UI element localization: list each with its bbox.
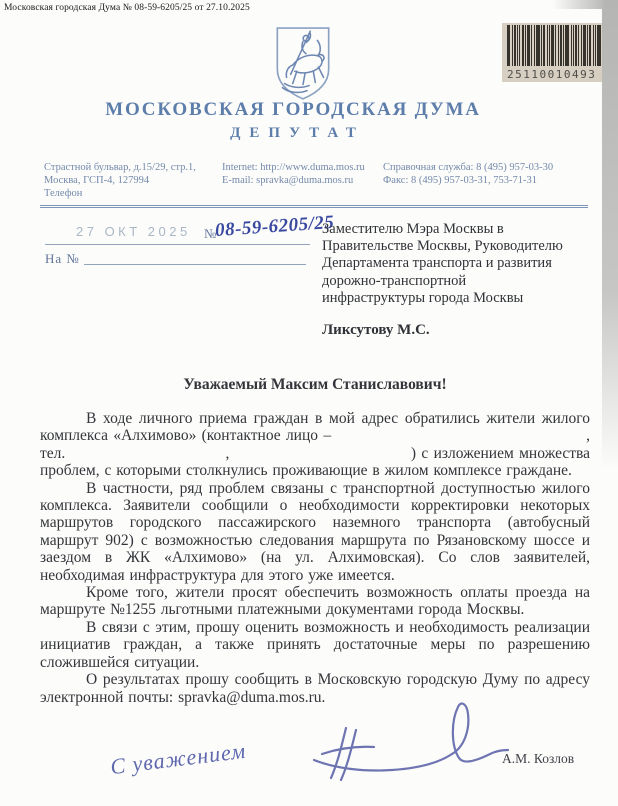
address-line: Москва, ГСП-4, 127994 [44, 175, 150, 186]
deputy-subtitle: ДЕПУТАТ [230, 125, 365, 141]
recipient-line: дорожно-транспортной [322, 272, 467, 289]
signer-name: А.М. Козлов [502, 751, 575, 766]
body-paragraph: В частности, ряд проблем связаны с транспортной доступностью жилого комплекса. Заявители сообщили о необходимости корректировки некоторых маршрутов городского пассажирского наземного транспорта (автобусный маршрут 902) с возможностью следования маршрута по Рязановскому шоссе и заездом в ЖК «Алхимово» (на ул. Алхимовская). Со слов заявителей, необходимая инфраструктура для этого уже имеется. [40, 479, 590, 584]
helpdesk-line: Справочная служба: 8 (495) 957-03-30 [383, 162, 554, 173]
fax-line: Факс: 8 (495) 957-03-31, 753-71-31 [383, 175, 537, 186]
reference-underline [45, 244, 310, 245]
date-stamp: 27 ОКТ 2025 [76, 224, 191, 239]
letter-body [40, 376, 590, 706]
body-paragraph: В связи с этим, прошу оценить возможность и необходимость реализации инициатив граждан, а также принять достаточные меры по разрешению сложившейся ситуации. [40, 618, 590, 671]
reply-to-label: На № [45, 251, 80, 266]
body-paragraph: Кроме того, жители просят обеспечить возможность оплаты проезда на маршруте №1255 льготными платежными документами города Москвы. [40, 584, 590, 619]
recipient-line: Департамента транспорта и развития [322, 255, 552, 272]
outgoing-number-handwritten: 08-59-6205/25 [214, 211, 335, 242]
org-title: МОСКОВСКАЯ ГОРОДСКАЯ ДУМА [105, 99, 481, 120]
salutation: Уважаемый Максим Станиславович! [183, 376, 447, 393]
web-contact-block [222, 161, 365, 187]
address-line: Телефон [44, 188, 83, 199]
email-line: E-mail: spravka@duma.mos.ru [222, 175, 354, 186]
scan-edge-shadow [602, 0, 618, 470]
recipient-block [322, 221, 563, 339]
address-block [44, 161, 196, 200]
number-sign: № [204, 226, 217, 241]
barcode-bars [507, 25, 608, 66]
letterhead-divider [40, 205, 588, 208]
recipient-line: Правительстве Москвы, Руководителю [322, 238, 563, 255]
barcode-number: 25110010493 [507, 68, 597, 81]
recipient-name: Ликсутову М.С. [322, 322, 430, 339]
body-paragraph: О результатах прошу сообщить в Московскую городскую Думу по адресу электронной почты: spravka@duma.mos.ru. [40, 671, 590, 706]
moscow-coat-of-arms-icon [272, 26, 334, 107]
recipient-line: инфраструктуры города Москвы [322, 289, 524, 306]
document-header-annotation: Московская городская Дума № 08-59-6205/25 от 27.10.2025 [4, 3, 250, 13]
phone-contact-block [383, 161, 553, 187]
recipient-line: Заместителю Мэра Москвы в [322, 221, 504, 237]
internet-line: Internet: http://www.duma.mos.ru [222, 162, 365, 173]
barcode [502, 23, 614, 82]
address-line: Страстной бульвар, д.15/29, стр.1, [44, 162, 196, 173]
closing-handwritten: С уважением [108, 737, 248, 780]
body-paragraph: В ходе личного приема граждан в мой адрес обратились жители жилого комплекса «Алхимово» (контактное лицо – , тел. , ) с изложением множества проблем, с которыми столкнулись проживающие в жилом комплексе граждане. [40, 410, 590, 480]
signature-flourish [310, 696, 515, 799]
scan-edge-shadow-top [552, 0, 604, 9]
reply-to-underline [84, 264, 306, 265]
